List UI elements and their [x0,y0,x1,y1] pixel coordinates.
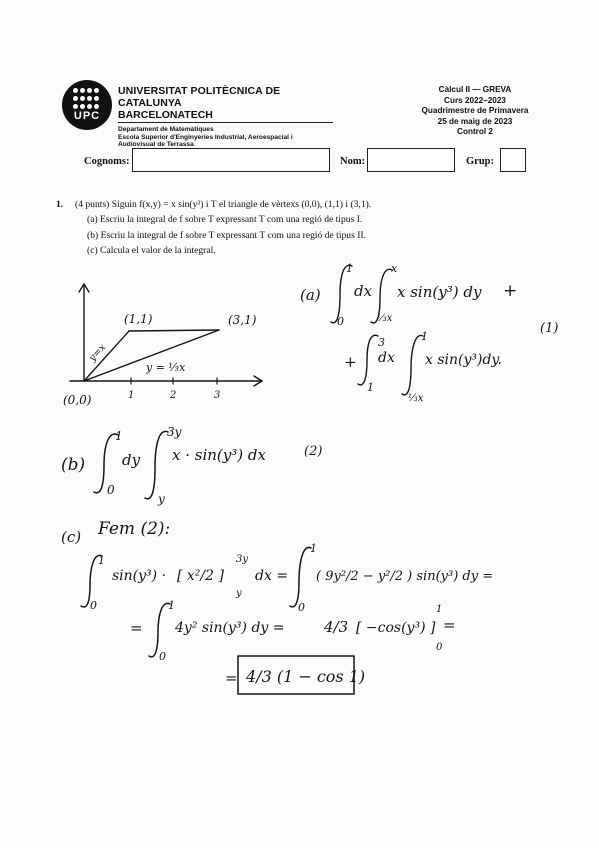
tick-label-1: 1 [128,390,135,401]
part-a-plus-2: + [344,353,357,371]
course-name: Càlcul II — GREVA [438,85,512,94]
exam-date: 25 de maig de 2023 [437,116,513,126]
integral-lower: 0 [298,601,305,614]
integral-upper: 3y [167,425,182,439]
integral-sign [402,335,423,394]
part-a-text: (a) Escriu la integral de f sobre T expressant T com una regió de tipus I. [87,214,363,226]
edge-top [129,330,219,331]
integral-sign [149,603,170,657]
problem-statement: (4 punts) Siguin f(x,y) = x sin(y³) i T el triangle de vèrtexs (0,0), (1,1) i (3,1). [75,199,372,210]
part-a-score: (1) [540,321,559,336]
part-c-eq-3: = [225,669,238,687]
part-c-rhs: ( 9y²/2 − y²/2 ) sin(y³) dy = [316,569,494,584]
part-b-text: (b) Escriu la integral de f sobre T expressant T com una regió de tipus II. [87,229,367,241]
part-a-integrand-1: x sin(y³) dy [397,283,482,301]
integral-upper: 1 [115,429,123,443]
dept-line-2: Escola Superior d'Enginyeries Industrial, Aeroespacial i [118,133,293,141]
integral-lower: ⅓x [408,393,424,404]
integral-sign [145,431,168,498]
part-a-answer [300,262,558,404]
exam-name: Control 2 [457,127,493,136]
label-origin: (0,0) [63,393,92,407]
part-a-plus-1: + [503,281,518,301]
part-b-dy: dy [122,451,141,469]
part-c-sin: sin(y³) · [112,568,167,584]
part-c-bracket-upper: 3y [236,554,249,565]
part-c-bracket-2-upper: 1 [436,604,443,615]
university-name: UNIVERSITAT POLITÈCNICA DE CATALUNYA [118,85,281,109]
dept-line-3: Audiovisual de Terrassa [118,141,194,148]
part-c-bracket-2-lower: 0 [436,642,443,653]
part-c-eq-2: = [130,619,143,637]
integral-upper: x [391,262,398,275]
tick-label-3: 3 [214,390,221,401]
logo-text: UPC [73,110,101,122]
integral-upper: 1 [98,554,105,567]
integral-sign [290,547,311,606]
integral-upper: 1 [346,262,353,275]
integral-lower: 0 [107,483,115,497]
part-a-label: (a) [300,286,321,304]
part-c-end-eq: = [443,616,456,634]
integral-upper: 1 [168,599,175,612]
integral-lower: 0 [337,315,344,328]
part-c-intro: Fem (2): [98,519,171,539]
part-c-result: 4/3 (1 − cos 1) [246,667,366,686]
part-a-integrand-2: x sin(y³)dy. [425,352,502,368]
part-c-expr-2: 4y² sin(y³) dy = [175,620,285,636]
part-c-bracket-lower: y [236,588,242,599]
integral-lower: 0 [90,599,97,612]
part-c-bracket-2: [ −cos(y³) ] [356,620,436,636]
integral-lower: y [158,492,165,506]
integral-lower: 1 [367,381,374,394]
course-year: Curs 2022–2023 [444,95,506,105]
part-c-frac: 4/3 [324,618,349,636]
label-point-11: (1,1) [124,312,153,326]
nom-label: Nom: [340,156,366,167]
integral-lower: 0 [159,650,166,663]
integral-upper: 1 [421,330,428,343]
cognoms-label: Cognoms: [84,156,130,167]
part-b-label: (b) [61,455,86,475]
dept-line-1: Departament de Matemàtiques [118,126,214,133]
part-a-dx-2: dx [378,350,395,366]
part-a-dx-1: dx [354,282,373,300]
integral-upper: 3 [378,336,385,349]
problem-number: 1. [56,199,64,210]
part-b-answer [61,425,322,506]
course-term: Quadrimestre de Primavera [421,106,529,115]
integral-upper: 1 [310,542,317,555]
part-c-label: (c) [61,528,82,546]
triangle-sketch [63,284,262,407]
part-c-answer [61,519,493,694]
integral-lower: ⅓x [377,313,393,324]
university-city: BARCELONATECH [118,109,333,123]
part-c-dx: dx = [255,568,289,584]
integral-sign [358,335,378,385]
grup-label: Grup: [466,156,495,167]
label-point-31: (3,1) [228,313,257,327]
label-line-y-eq-x3: y = ⅓x [146,361,186,374]
label-line-y-eq-x: y=x [87,342,109,365]
part-c-bracket: [ x²/2 ] [177,568,224,584]
part-c-text: (c) Calcula el valor de la integral. [87,245,216,257]
part-b-integrand: x · sin(y³) dx [172,446,266,464]
part-b-score: (2) [304,444,323,459]
tick-label-2: 2 [170,390,177,401]
